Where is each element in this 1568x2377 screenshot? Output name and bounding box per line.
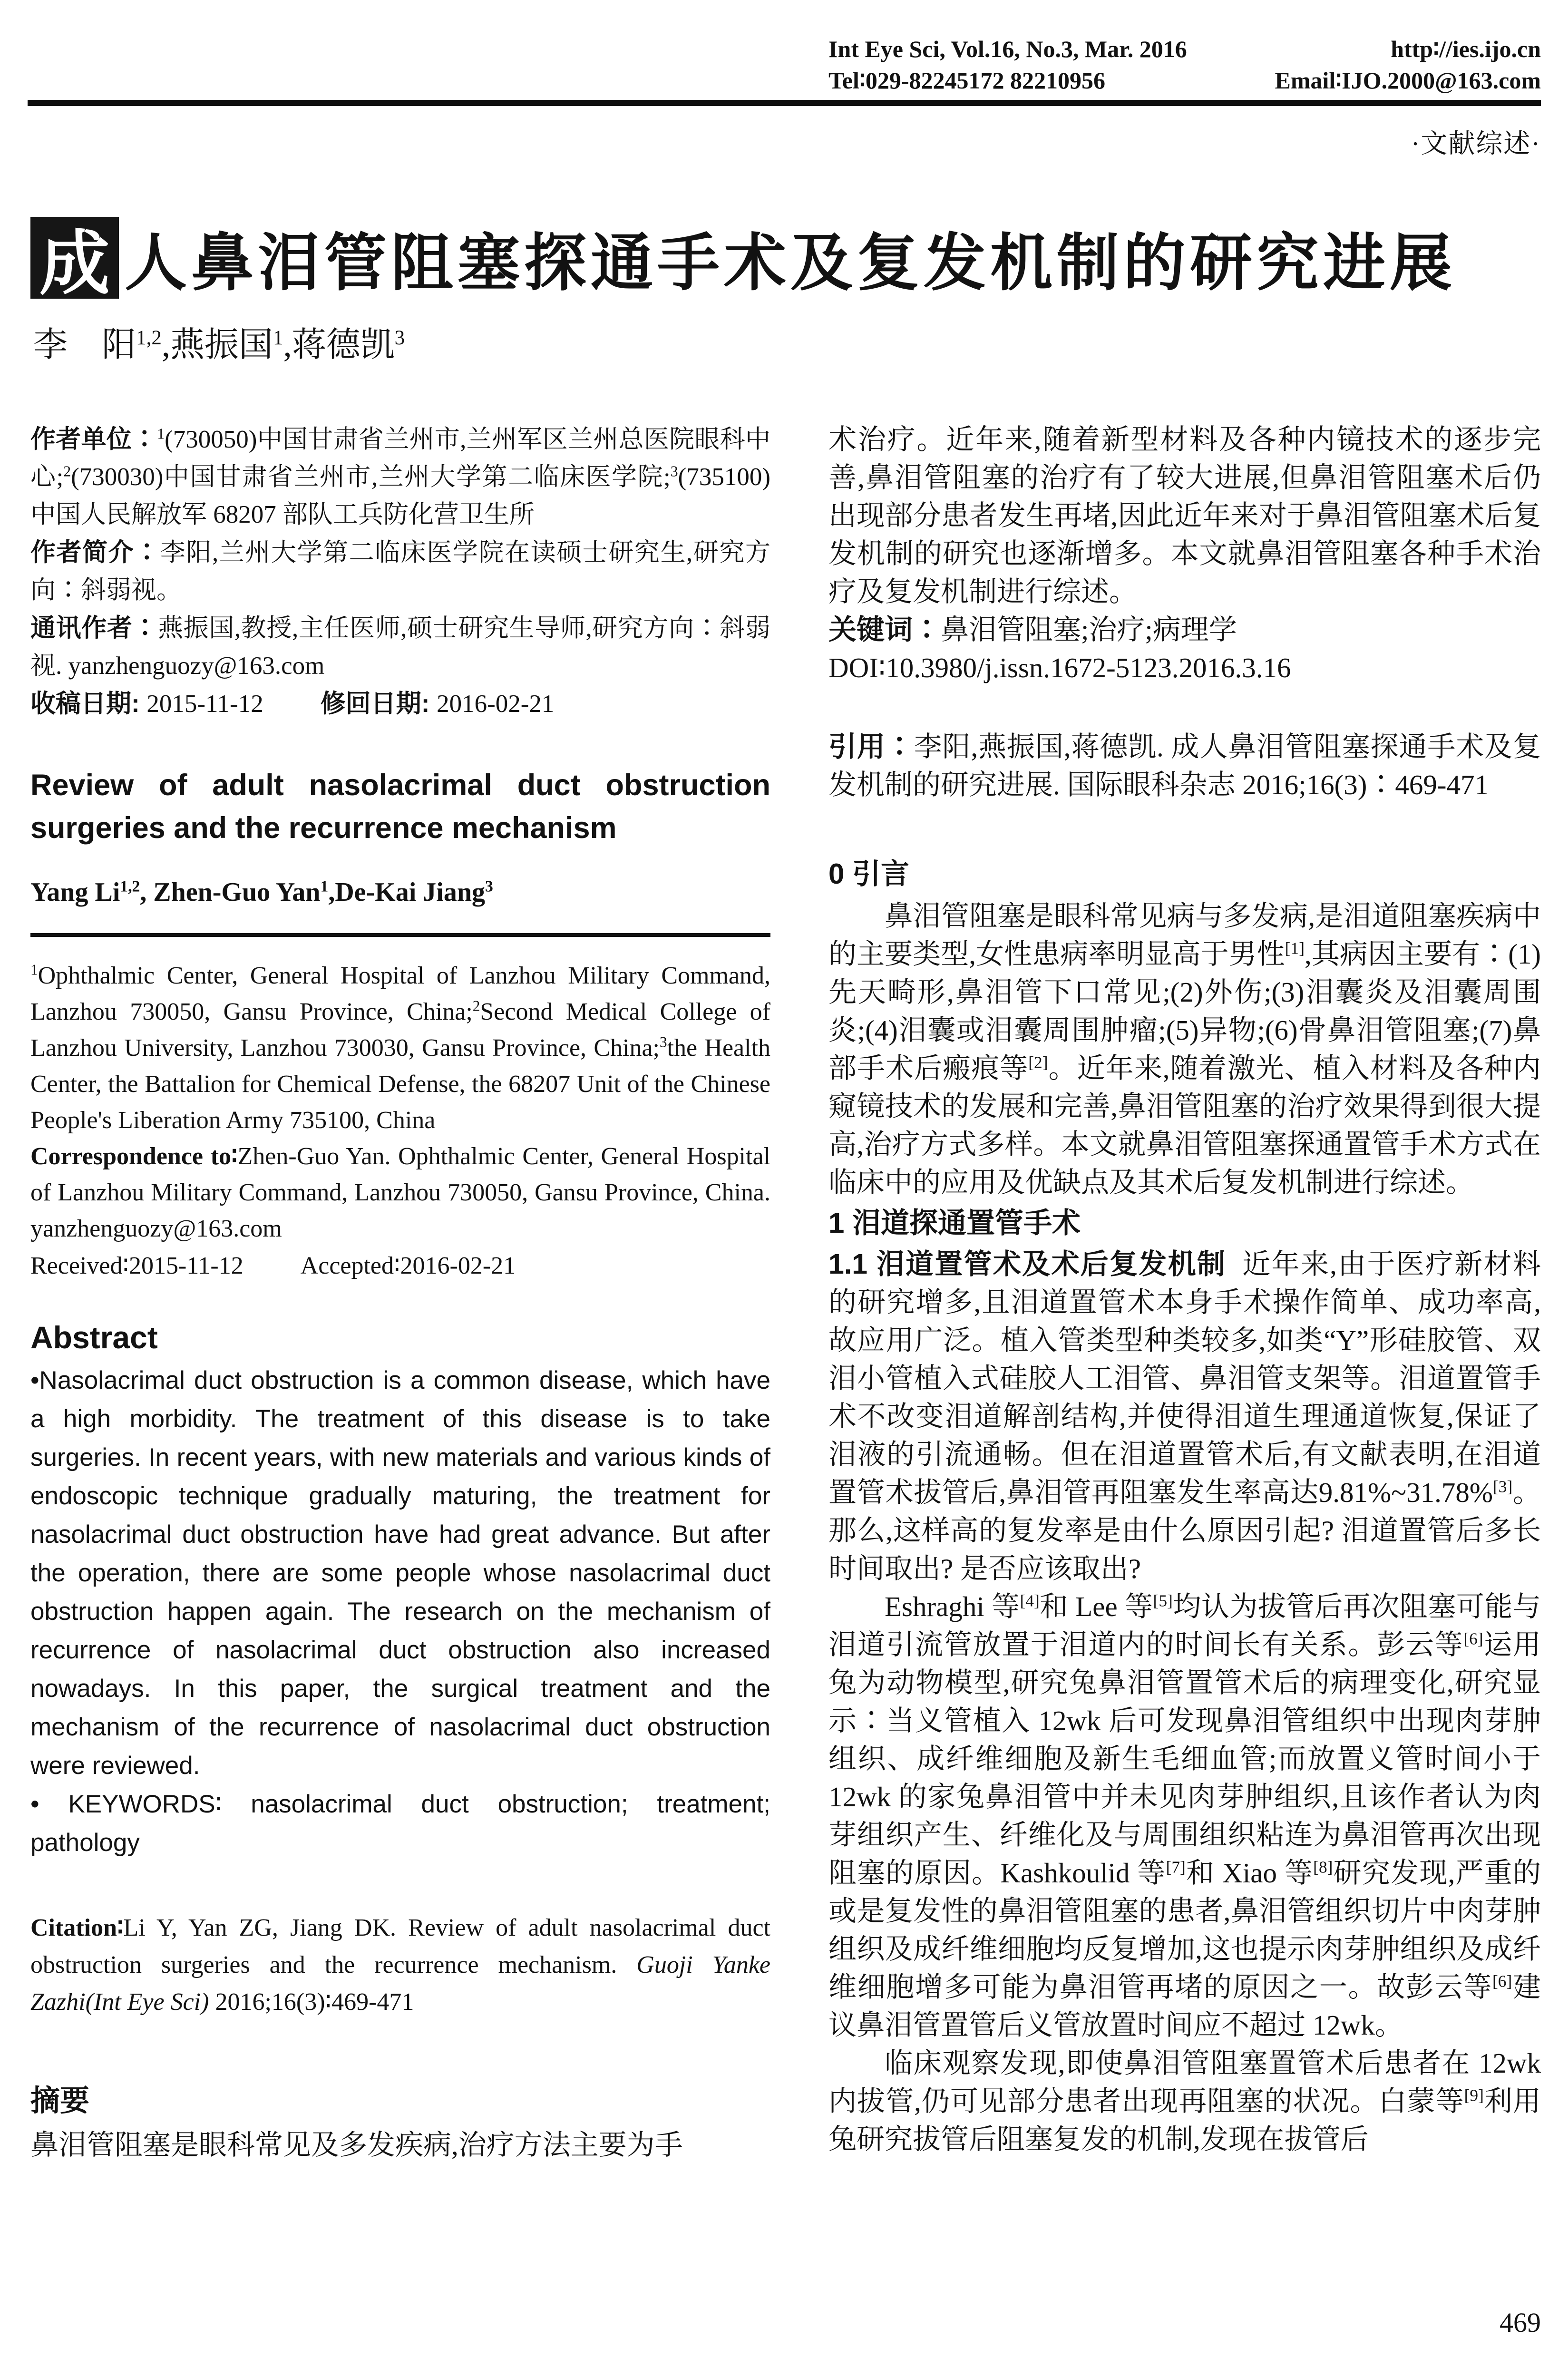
received-date-en-label: Received∶ bbox=[30, 1252, 129, 1279]
revised-date-cn: 2016-02-21 bbox=[437, 690, 555, 718]
affiliation-en-text-3: the Health Center, the Battalion for Chemical Defense, the 68207 Unit of the Chinese People's Liberation Army 735100, China bbox=[30, 1034, 770, 1134]
affiliation-cn bbox=[30, 420, 770, 534]
received-date-cn-label: 收稿日期: bbox=[30, 690, 147, 718]
page-number: 469 bbox=[1500, 2307, 1541, 2338]
section-1-1-text: 近年来,由于医疗新材料的研究增多,且泪道置管术本身手术操作简单、成功率高,故应用广泛。植入管类型种类较多,如类“Y”形硅胶管、双泪小管植入式硅胶人工泪管、鼻泪管支架等。泪道置管手术不改变泪道解剖结构,并使得泪道生理通道恢复,保证了泪液的引流通畅。但在泪道置管术后,有文献表明,在泪道置管术拔管后,鼻泪管再阻塞发生率高达9.81%~31.78%[3]。那么,这样高的复发率是由什么原因引起? 泪道置管后多长时间取出? 是否应该取出? bbox=[828, 1248, 1541, 1584]
affiliation-cn-sup-1: 1 bbox=[157, 425, 165, 442]
citation-cn-label: 引用∶ bbox=[828, 731, 914, 762]
affiliation-cn-text-2: (730030)中国甘肃省兰州市,兰州大学第二临床医学院; bbox=[71, 463, 671, 491]
citation-label: Citation∶ bbox=[30, 1914, 124, 1941]
revised-date-cn-label: 修回日期: bbox=[320, 690, 437, 718]
affiliation-cn-sup-2: 2 bbox=[63, 463, 71, 480]
citation-text-2: 2016;16(3)∶469-471 bbox=[209, 1988, 414, 2016]
title-text: 人鼻泪管阻塞探通手术及复发机制的研究进展 bbox=[125, 228, 1457, 298]
citation-cn bbox=[828, 728, 1541, 804]
accepted-date-en-label: Accepted∶ bbox=[300, 1252, 400, 1279]
authors-cn bbox=[33, 317, 405, 366]
affiliation-en-sup-3: 3 bbox=[660, 1033, 667, 1051]
section-1-1-heading: 1.1 泪道置管术及术后复发机制 bbox=[828, 1248, 1227, 1280]
corresponding-author-en-label: Correspondence to∶ bbox=[30, 1143, 238, 1170]
accepted-date-en: 2016-02-21 bbox=[400, 1252, 516, 1279]
affiliation-en-sup-1: 1 bbox=[30, 961, 38, 978]
author-cn-1-affiliation-mark: 1,2 bbox=[136, 327, 162, 349]
journal-telephone: Tel∶029-82245172 82210956 bbox=[828, 67, 1106, 94]
author-cn-2: ,燕振国 bbox=[162, 326, 273, 364]
footnote-divider-rule bbox=[30, 933, 770, 937]
journal-header bbox=[828, 33, 1541, 96]
keywords-cn-text: 鼻泪管阻塞;治疗;病理学 bbox=[941, 614, 1237, 645]
corresponding-author-cn bbox=[30, 609, 770, 685]
corresponding-author-cn-text: 燕振国,教授,主任医师,硕士研究生导师,研究方向∶斜弱视. yanzhenguozy@163.com bbox=[30, 614, 771, 680]
affiliation-cn-sup-3: 3 bbox=[670, 463, 678, 480]
left-column bbox=[30, 420, 770, 2164]
author-bio-cn bbox=[30, 534, 770, 609]
journal-issue-info: Int Eye Sci, Vol.16, No.3, Mar. 2016 bbox=[828, 36, 1187, 62]
paragraph-clinical-observation: 临床观察发现,即使鼻泪管阻塞置管术后患者在 12wk 内拔管,仍可见部分患者出现再阻塞的状况。白蒙等[9]利用兔研究拔管后阻塞复发的机制,发现在拔管后 bbox=[828, 2047, 1541, 2155]
author-en-2: , Zhen-Guo Yan bbox=[140, 877, 321, 907]
received-date-cn: 2015-11-12 bbox=[146, 690, 263, 718]
paragraph-eshraghi: Eshraghi 等[4]和 Lee 等[5]均认为拔管后再次阻塞可能与泪道引流管放置于泪道内的时间长有关系。彭云等[6]运用兔为动物模型,研究兔鼻泪管置管术后的病理变化,研究显示∶当义管植入 12wk 后可发现鼻泪管组织中出现肉芽肿组织、成纤维细胞及新生毛细血管;而放置义管时间小于 12wk 的家兔鼻泪管中并未见肉芽肿组织,且该作者认为肉芽组织产生、纤维化及与周围组织粘连为鼻泪管再次出现阻塞的原因。Kashkoulid 等[7]和 Xiao 等[8]研究发现,严重的或是复发性的鼻泪管阻塞的患者,鼻泪管组织切片中肉芽肿组织及成纤维细胞均反复增加,这也提示肉芽肿组织及成纤维细胞增多可能为鼻泪管再堵的原因之一。故彭云等[6]建议鼻泪管置管后义管放置时间应不超过 12wk。 bbox=[828, 1591, 1541, 2041]
author-cn-2-affiliation-mark: 1 bbox=[273, 327, 283, 349]
article-category-label: ·文献综述· bbox=[1411, 129, 1541, 159]
right-column bbox=[828, 420, 1541, 2158]
keywords-en: • KEYWORDS∶ nasolacrimal duct obstruction; treatment; pathology bbox=[30, 1790, 770, 1857]
section-1-1-paragraph bbox=[828, 1245, 1541, 1588]
journal-header-line1 bbox=[828, 33, 1541, 65]
authors-en bbox=[30, 877, 770, 907]
affiliation-cn-text-1: (730050)中国甘肃省兰州市,兰州军区兰州总医院眼科中心; bbox=[30, 426, 770, 491]
abstract-heading: Abstract bbox=[30, 1320, 158, 1355]
abstract-cn-heading: 摘要 bbox=[30, 2085, 90, 2117]
author-en-1: Yang Li bbox=[30, 877, 120, 907]
author-en-3: ,De-Kai Jiang bbox=[328, 877, 485, 907]
abstract-cn-first-line: 鼻泪管阻塞是眼科常见及多发疾病,治疗方法主要为手 bbox=[30, 2129, 683, 2161]
citation-text-1: Li Y, Yan ZG, Jiang DK. Review of adult nasolacrimal duct obstruction surgeries and the recurrence mechanism. bbox=[30, 1914, 770, 1978]
journal-website: http∶//ies.ijo.cn bbox=[1391, 36, 1541, 62]
doi-line: DOI∶10.3980/j.issn.1672-5123.2016.3.16 bbox=[828, 652, 1291, 683]
citation-cn-text: 李阳,燕振国,蒋德凯. 成人鼻泪管阻塞探通手术及复发机制的研究进展. 国际眼科杂志 2016;16(3)∶469-471 bbox=[828, 731, 1541, 800]
section-1-heading: 1 泪道探通置管手术 bbox=[828, 1207, 1081, 1239]
keywords-cn bbox=[828, 611, 1541, 649]
keywords-cn-label: 关键词∶ bbox=[828, 614, 941, 645]
affiliation-en-text-1: Ophthalmic Center, General Hospital of Lanzhou Military Command, Lanzhou 730050, Gansu Province, China; bbox=[30, 962, 770, 1025]
corresponding-author-en bbox=[30, 1139, 770, 1247]
title-en: Review of adult nasolacrimal duct obstruction surgeries and the recurrence mechanism bbox=[30, 769, 770, 845]
author-bio-text: 李阳,兰州大学第二临床医学院在读硕士研究生,研究方向∶斜弱视。 bbox=[30, 539, 771, 604]
citation-en bbox=[30, 1909, 770, 2021]
title-dropcap: 成 bbox=[30, 217, 119, 299]
author-en-1-affiliation-mark: 1,2 bbox=[120, 877, 140, 896]
article-title bbox=[30, 213, 1548, 302]
journal-email: Email∶IJO.2000@163.com bbox=[1275, 67, 1541, 94]
affiliation-cn-label: 作者单位∶ bbox=[30, 425, 157, 453]
author-en-3-affiliation-mark: 3 bbox=[485, 877, 493, 896]
dates-cn bbox=[30, 685, 770, 723]
dates-en bbox=[30, 1248, 770, 1284]
affiliation-en-text-2: Second Medical College of Lanzhou University, Lanzhou 730030, Gansu Province, China; bbox=[30, 998, 770, 1062]
author-cn-3-affiliation-mark: 3 bbox=[394, 327, 405, 349]
section-0-heading: 0 引言 bbox=[828, 858, 910, 890]
header-divider-rule bbox=[28, 100, 1541, 106]
corresponding-author-cn-label: 通讯作者∶ bbox=[30, 614, 158, 642]
author-cn-3: ,蒋德凯 bbox=[283, 326, 395, 364]
abstract-cn-continuation: 术治疗。近年来,随着新型材料及各种内镜技术的逐步完善,鼻泪管阻塞的治疗有了较大进展,但鼻泪管阻塞术后仍出现部分患者发生再堵,因此近年来对于鼻泪管阻塞术后复发机制的研究也逐渐增多。本文就鼻泪管阻塞各种手术治疗及复发机制进行综述。 bbox=[828, 424, 1541, 607]
journal-header-line2 bbox=[828, 65, 1541, 96]
corresponding-author-en-text: Zhen-Guo Yan. Ophthalmic Center, General Hospital of Lanzhou Military Command, Lanzhou 730050, Gansu Province, China. yanzhenguozy@163.com bbox=[30, 1143, 770, 1242]
affiliation-cn-text-3: (735100)中国人民解放军 68207 部队工兵防化营卫生所 bbox=[30, 463, 770, 528]
abstract-body: •Nasolacrimal duct obstruction is a common disease, which have a high morbidity. The treatment of this disease is to take surgeries. In recent years, with new materials and various kinds of endoscopic technique gradually maturing, the treatment for nasolacrimal duct obstruction have had great advance. But after the operation, there are some people whose nasolacrimal duct obstruction happen again. The research on the mechanism of recurrence of nasolacrimal duct obstruction also increased nowadays. In this paper, the surgical treatment and the mechanism of the recurrence of nasolacrimal duct obstruction were reviewed. bbox=[30, 1366, 770, 1780]
section-0-paragraph: 鼻泪管阻塞是眼科常见病与多发病,是泪道阻塞疾病中的主要类型,女性患病率明显高于男性[1],其病因主要有∶(1)先天畸形,鼻泪管下口常见;(2)外伤;(3)泪囊炎及泪囊周围炎;(4)泪囊或泪囊周围肿瘤;(5)异物;(6)骨鼻泪管阻塞;(7)鼻部手术后瘢痕等[2]。近年来,随着激光、植入材料及各种内窥镜技术的发展和完善,鼻泪管阻塞的治疗效果得到很大提高,治疗方式多样。本文就鼻泪管阻塞探通置管手术方式在临床中的应用及优缺点及其术后复发机制进行综述。 bbox=[828, 900, 1541, 1198]
received-date-en: 2015-11-12 bbox=[128, 1252, 243, 1279]
author-bio-label: 作者简介∶ bbox=[30, 538, 160, 566]
affiliation-en bbox=[30, 958, 770, 1139]
affiliation-en-sup-2: 2 bbox=[472, 997, 480, 1014]
author-cn-1: 李 阳 bbox=[33, 326, 136, 364]
citation-journal-name: Guoji Yanke Zazhi(Int Eye Sci) bbox=[30, 1951, 770, 2016]
author-en-2-affiliation-mark: 1 bbox=[320, 877, 329, 896]
